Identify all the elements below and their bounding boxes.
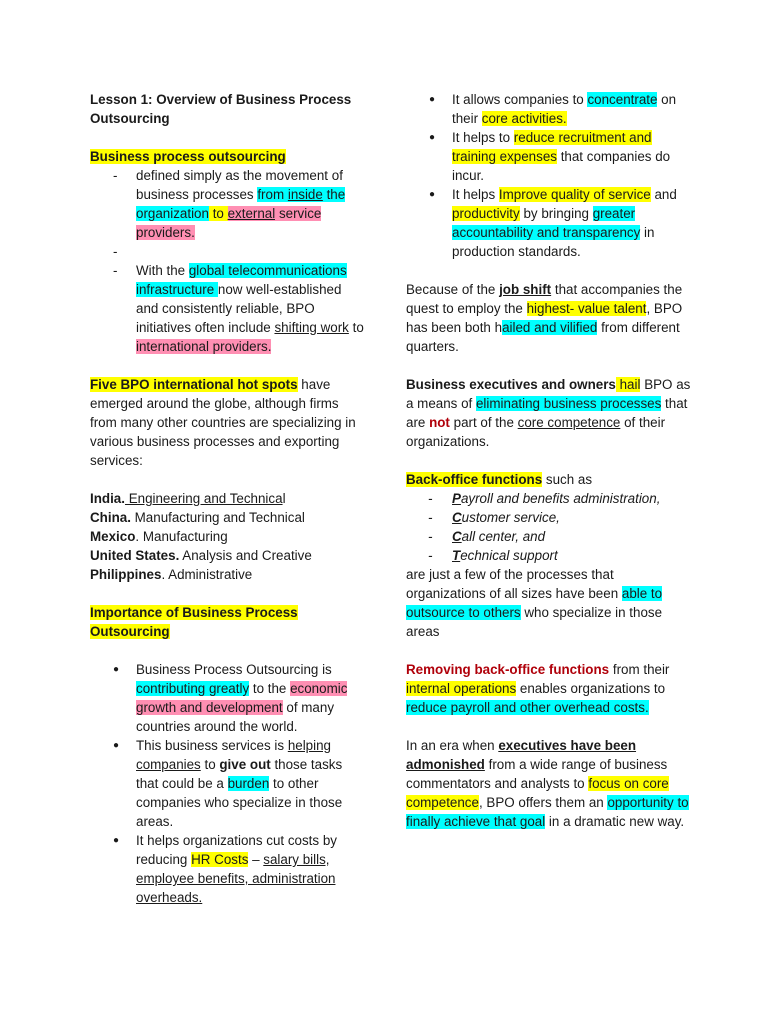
list-item: - Payroll and benefits administration, [406, 489, 692, 508]
backoffice-heading: Back-office functions such as [406, 472, 593, 487]
list-item: - defined simply as the movement of business processes from inside the organization to external service providers. [90, 166, 366, 242]
executives-paragraph: Business executives and owners hail BPO as a means of eliminating business processes that are not part of the core competence of their organizations. [406, 377, 691, 449]
removing-paragraph: Removing back-office functions from their internal operations enables organizations to reduce payroll and other overhead costs. [406, 662, 670, 715]
country-list [90, 489, 366, 584]
importance-heading: Importance of Business Process Outsourcing [90, 605, 298, 639]
list-item: ● It allows companies to concentrate on their core activities. [406, 90, 692, 128]
country-item: India. Engineering and Technical [90, 491, 286, 506]
importance-list [90, 660, 366, 907]
left-column [90, 90, 366, 907]
backoffice-list [406, 489, 692, 565]
list-item: - Call center, and [406, 527, 692, 546]
bpo-heading: Business process outsourcing [90, 149, 286, 164]
list-item: ● This business services is helping companies to give out those tasks that could be a burden to other companies who specialize in those areas. [90, 736, 366, 831]
country-item: United States. Analysis and Creative [90, 548, 312, 563]
list-item: - Technical support [406, 546, 692, 565]
list-item: ● Business Process Outsourcing is contributing greatly to the economic growth and development of many countries around the world. [90, 660, 366, 736]
lesson-title: Lesson 1: Overview of Business Process Outsourcing [90, 92, 352, 126]
list-item: ● It helps Improve quality of service and productivity by bringing greater accountability and transparency in production standards. [406, 185, 692, 261]
job-shift-paragraph: Because of the job shift that accompanies the quest to employ the highest- value talent, BPO has been both hailed and vilified from different quarters. [406, 282, 683, 354]
hotspots-paragraph: Five BPO international hot spots have emerged around the globe, although firms from many other countries are specializing in various business processes and exporting services: [90, 377, 356, 468]
list-item: ● It helps to reduce recruitment and training expenses that companies do incur. [406, 128, 692, 185]
benefits-list [406, 90, 692, 261]
right-column [406, 90, 692, 831]
country-item: China. Manufacturing and Technical [90, 510, 305, 525]
bpo-definition-list [90, 166, 366, 356]
country-item: Mexico. Manufacturing [90, 529, 228, 544]
era-paragraph: In an era when executives have been admonished from a wide range of business commentators and analysts to focus on core competence, BPO offers them an opportunity to finally achieve that goal in a dramatic new way. [406, 738, 689, 829]
list-item: ● It helps organizations cut costs by reducing HR Costs – salary bills, employee benefits, administration overheads. [90, 831, 366, 907]
country-item: Philippines. Administrative [90, 567, 253, 582]
backoffice-paragraph: are just a few of the processes that organizations of all sizes have been able to outsource to others who specialize in those areas [406, 567, 663, 639]
list-item: - With the global telecommunications infrastructure now well-established and consistently reliable, BPO initiatives often include shifting work to international providers. [90, 261, 366, 356]
list-item: - Customer service, [406, 508, 692, 527]
